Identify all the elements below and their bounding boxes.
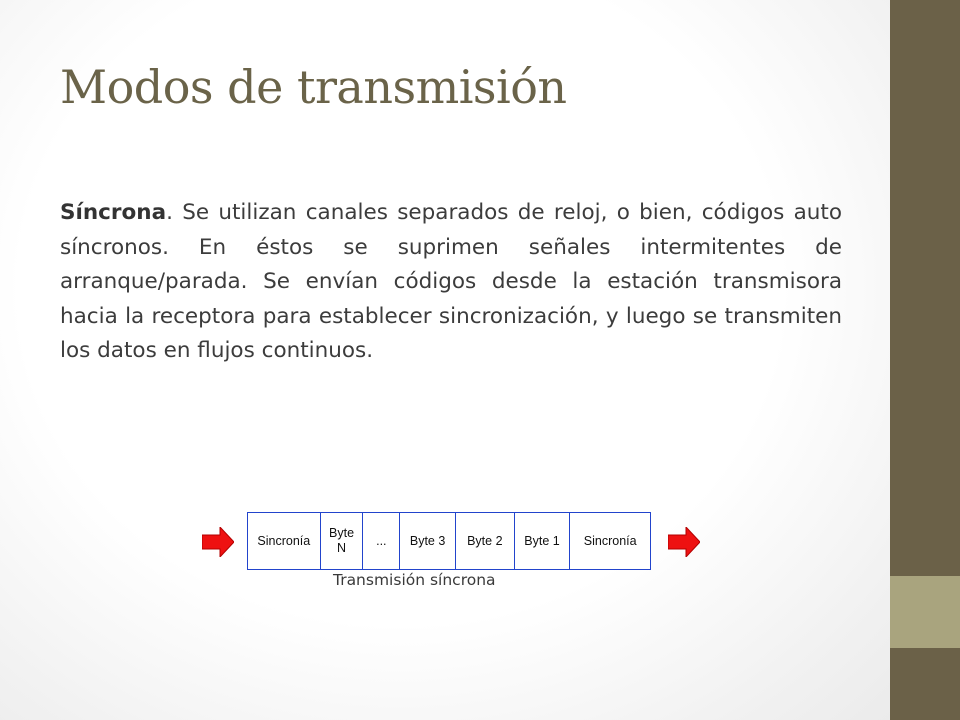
slide-title: Modos de transmisión <box>60 60 567 114</box>
frame-cell-byte-2: Byte 2 <box>456 513 515 569</box>
frame-cell-byte-1: Byte 1 <box>515 513 571 569</box>
arrow-right-icon <box>202 527 234 557</box>
frame-cell-sync-end: Sincronía <box>583 533 637 548</box>
frame-cell-sync-start: Sincronía <box>248 513 321 569</box>
sidebar-bottom-band <box>890 648 960 720</box>
decorative-sidebar <box>890 0 960 720</box>
frame-cell-byte-3: Byte 3 <box>400 513 456 569</box>
slide-body <box>60 196 842 369</box>
frame-cell-ellipsis: ... <box>363 513 400 569</box>
body-lead-term: Síncrona <box>60 200 167 225</box>
body-paragraph: . Se utilizan canales separados de reloj, o bien, códigos auto síncronos. En éstos se suprimen señales intermitentes de arranque/parada. Se envían códigos desde la estación transmisora hacia la receptora para establecer sincronización, y luego se transmiten los datos en flujos continuos. <box>60 200 842 363</box>
diagram-caption: Transmisión síncrona <box>333 571 496 589</box>
sync-frame-diagram <box>247 512 651 570</box>
sidebar-accent-band <box>890 576 960 648</box>
frame-cell-byte-n: Byte N <box>321 513 364 569</box>
arrow-right-icon <box>668 527 700 557</box>
